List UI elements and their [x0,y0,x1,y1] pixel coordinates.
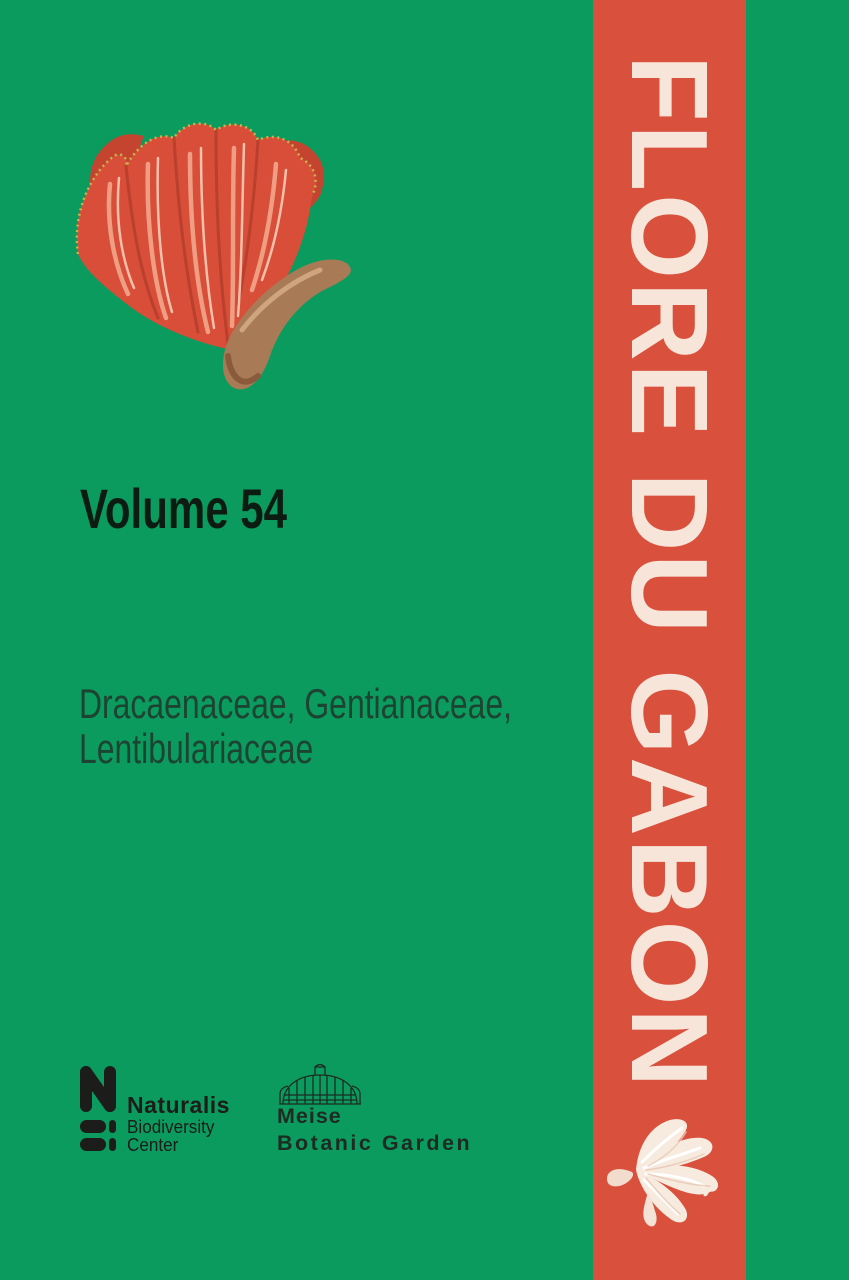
spine-stripe [593,0,746,1280]
volume-title-text: Volume 54 [80,477,287,540]
greenhouse-icon [277,1063,363,1107]
naturalis-wordmark: Naturalis [127,1092,230,1118]
white-flower-illustration [598,1112,733,1232]
naturalis-logo [78,1062,298,1157]
meise-logo [277,1060,507,1160]
naturalis-center-label: Center [127,1135,179,1155]
vertical-title [593,0,746,1280]
meise-wordmark: Meise [277,1104,342,1128]
volume-title [80,477,356,541]
naturalis-biodiversity-label: Biodiversity [127,1117,215,1137]
families-line-1: Dracaenaceae, Gentianaceae, [79,680,512,727]
vertical-title-text: FLORE DU GABON [608,55,731,1091]
spathodea-flower-illustration [62,104,362,404]
families-line-2: Lentibulariaceae [79,725,314,772]
n-mark-icon [78,1062,118,1154]
botanic-garden-label: Botanic Garden [277,1131,473,1155]
families-text [79,681,649,771]
